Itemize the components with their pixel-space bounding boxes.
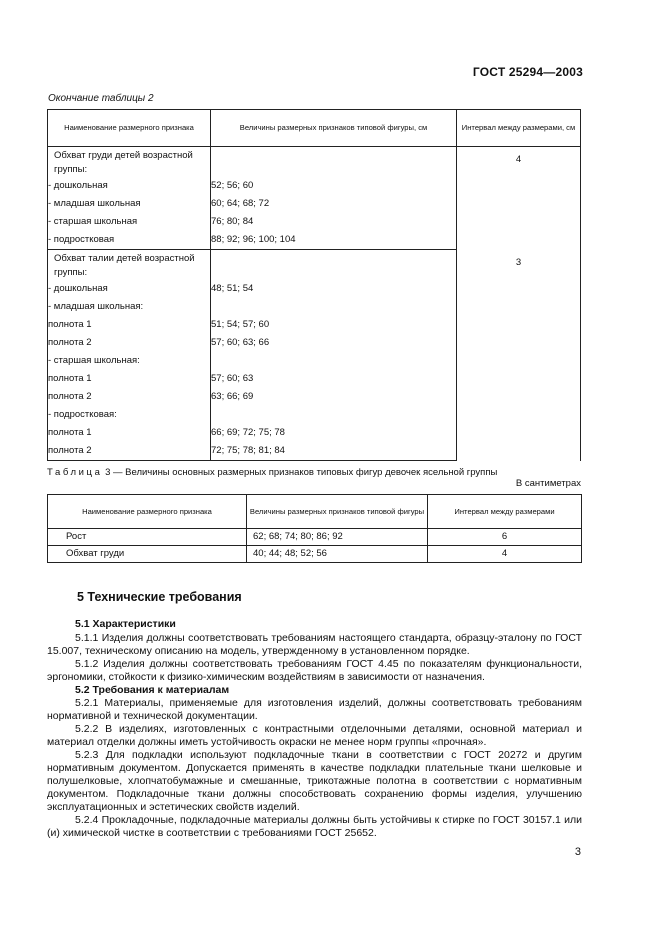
table2-header-name: Наименование размерного признака bbox=[48, 110, 211, 147]
row-label: полнота 1 bbox=[48, 316, 211, 334]
table-cell bbox=[211, 250, 457, 281]
row-label: полнота 2 bbox=[48, 388, 211, 406]
row-value: 48; 51; 54 bbox=[211, 280, 457, 298]
section-title: 5 Технические требования bbox=[77, 590, 242, 604]
row-label: - подростковая bbox=[48, 231, 211, 250]
row-label: полнота 1 bbox=[48, 424, 211, 442]
row-value: 62; 68; 74; 80; 86; 92 bbox=[247, 529, 428, 546]
table3-caption-prefix: Таблица bbox=[47, 467, 103, 478]
table3-header-values: Величины размерных признаков типовой фигуры bbox=[247, 495, 428, 529]
row-value: 57; 60; 63; 66 bbox=[211, 334, 457, 352]
row-label: - подростковая: bbox=[48, 406, 211, 424]
row-label: полнота 2 bbox=[48, 442, 211, 461]
table3-caption-text: 3 — Величины основных размерных признаков типовых фигур девочек ясельной группы bbox=[102, 467, 498, 478]
row-label: - дошкольная bbox=[48, 177, 211, 195]
row-interval: 4 bbox=[428, 546, 582, 563]
row-value: 63; 66; 69 bbox=[211, 388, 457, 406]
table-cell bbox=[211, 298, 457, 316]
table3-header-name: Наименование размерного признака bbox=[48, 495, 247, 529]
row-interval: 6 bbox=[428, 529, 582, 546]
row-value: 60; 64; 68; 72 bbox=[211, 195, 457, 213]
row-label: - младшая школьная: bbox=[48, 298, 211, 316]
paragraph: 5.1.1 Изделия должны соответствовать требованиям настоящего стандарта, образцу-эталону по ГОСТ 15.007, техническому описанию на модель, утвержденному в установленном порядке. bbox=[47, 632, 582, 657]
table-row bbox=[48, 529, 582, 546]
paragraph: 5.2.2 В изделиях, изготовленных с контрастными отделочными деталями, основной материал и материал отделки должны иметь устойчивость окраски не менее норм группы «прочная». bbox=[47, 723, 582, 748]
paragraph: 5.2.1 Материалы, применяемые для изготовления изделий, должны соответствовать требованиям нормативной и технической документации. bbox=[47, 697, 582, 722]
table3-caption bbox=[47, 467, 497, 478]
row-label: полнота 1 bbox=[48, 370, 211, 388]
table-cell bbox=[211, 147, 457, 178]
table-3 bbox=[47, 494, 582, 563]
row-value: 40; 44; 48; 52; 56 bbox=[247, 546, 428, 563]
table2-header-interval: Интервал между размерами, см bbox=[457, 110, 581, 147]
interval-cell: 4 bbox=[457, 147, 581, 250]
subsection-title: 5.2 Требования к материалам bbox=[75, 684, 230, 696]
row-label: полнота 2 bbox=[48, 334, 211, 352]
row-label: Обхват груди bbox=[48, 546, 247, 563]
row-value: 66; 69; 72; 75; 78 bbox=[211, 424, 457, 442]
row-label: Рост bbox=[48, 529, 247, 546]
table-row bbox=[48, 546, 582, 563]
interval-cell: 3 bbox=[457, 250, 581, 461]
table2-header-values: Величины размерных признаков типовой фигуры, см bbox=[211, 110, 457, 147]
row-value: 57; 60; 63 bbox=[211, 370, 457, 388]
row-label: - дошкольная bbox=[48, 280, 211, 298]
paragraph: 5.2.3 Для подкладки используют подкладочные ткани в соответствии с ГОСТ 20272 и другим нормативным документом. Допускается применять в качестве подкладки плательные ткани шелковые и полушелковые, хлопчатобумажные и смешанные, трикотажные полотна в соответствии с нормативным документом. Подкладочные ткани должны способствовать сохранению формы изделия, улучшению эксплуатационных и эстетических свойств изделий. bbox=[47, 749, 582, 813]
row-value: 88; 92; 96; 100; 104 bbox=[211, 231, 457, 250]
row-value: 52; 56; 60 bbox=[211, 177, 457, 195]
group-label: Обхват груди детей возрастной группы: bbox=[48, 147, 211, 178]
subsection-title: 5.1 Характеристики bbox=[75, 618, 176, 630]
table3-header-interval: Интервал между размерами bbox=[428, 495, 582, 529]
table-continuation-label: Окончание таблицы 2 bbox=[48, 93, 154, 104]
table-cell bbox=[211, 352, 457, 370]
document-header: ГОСТ 25294—2003 bbox=[472, 65, 583, 79]
paragraph: 5.2.4 Прокладочные, подкладочные материалы должны быть устойчивы к стирке по ГОСТ 30157.1 или (и) химической чистке в соответствии с требованиями ГОСТ 25652. bbox=[47, 814, 582, 839]
row-label: - младшая школьная bbox=[48, 195, 211, 213]
row-label: - старшая школьная: bbox=[48, 352, 211, 370]
row-value: 72; 75; 78; 81; 84 bbox=[211, 442, 457, 461]
table-2 bbox=[47, 109, 581, 461]
row-value: 76; 80; 84 bbox=[211, 213, 457, 231]
page-number: 3 bbox=[574, 846, 581, 858]
group-label: Обхват талии детей возрастной группы: bbox=[48, 250, 211, 281]
table3-unit: В сантиметрах bbox=[515, 478, 581, 489]
row-value: 51; 54; 57; 60 bbox=[211, 316, 457, 334]
row-label: - старшая школьная bbox=[48, 213, 211, 231]
table-cell bbox=[211, 406, 457, 424]
paragraph: 5.1.2 Изделия должны соответствовать требованиям ГОСТ 4.45 по показателям функциональности, эргономики, стойкости к физико-химическим воздействиям в зависимости от назначения. bbox=[47, 658, 582, 683]
